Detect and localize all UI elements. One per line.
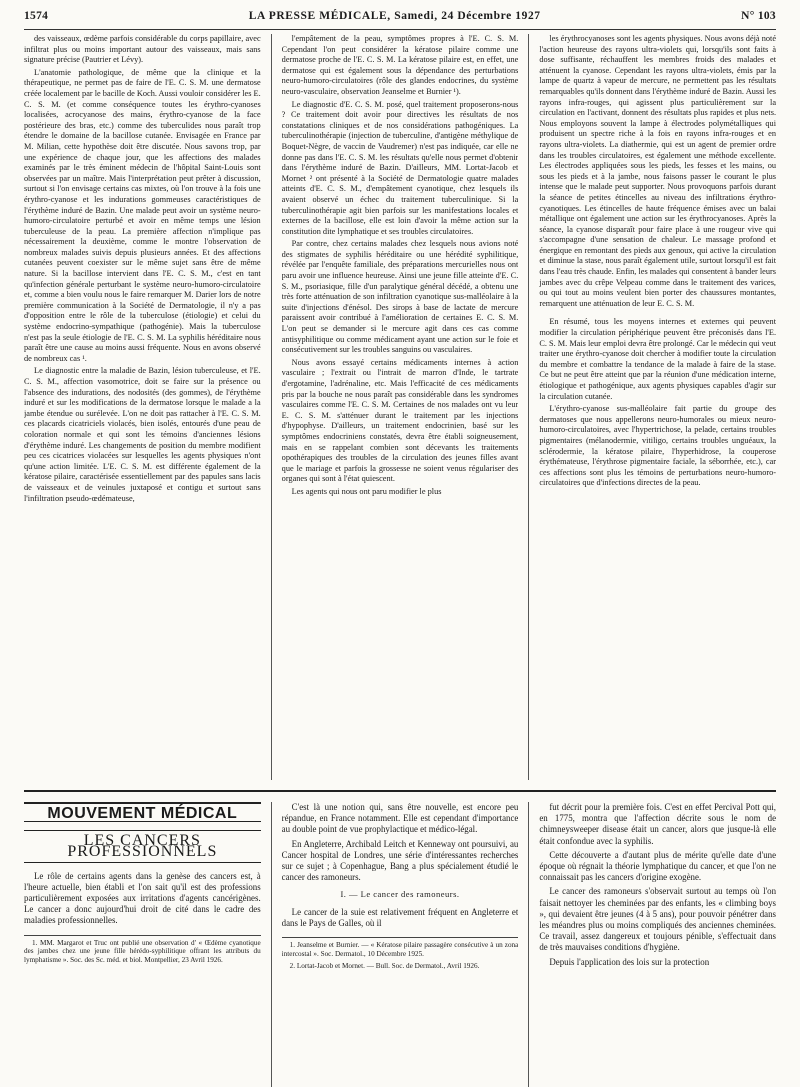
- column-rule: [528, 802, 529, 1087]
- paragraph: Nous avons essayé certains médicaments internes à action vasculaire ; l'extrait ou l'intrait de marron d'Inde, le tartrate d'ergotamine, l'adrénaline, etc. Mais l'efficacité de ces médicaments pris par la bouche ne nous paraît pas considérable dans les syndromes vasculaires comme l'E. C. S. M. Certaines de nos malades ont vu leur E. C. S. M. s'atténuer durant le traitement par les injections d'hypophyse. D'ailleurs, un traitement endocrinien, basé sur les symptômes endocriniens constatés, devra être établi soigneusement, mais en se rappelant combien sont décevants les traitements opothérapiques des troubles de la circulation des jeunes filles avant que le mariage et parfois la grossesse ne soient venus régulariser des organes qui sont à l'état quiescent.: [281, 357, 519, 484]
- footnote: 1. Jeanselme et Burnier. — « Kératose pilaire passagère consécutive à un zona intercostal ». Soc. Dermatol., 10 Décembre 1925.: [281, 941, 519, 958]
- paragraph: fut décrit pour la première fois. C'est en effet Percival Pott qui, en 1775, montra que l'affection décrite sous le nom de chimneysweeper disease était un cancer, alors que jusque-là elle était confondue avec la syphilis.: [539, 802, 777, 846]
- paragraph: Cette découverte a d'autant plus de mérite qu'elle date d'une époque où régnait la théorie lymphatique du cancer, et que l'on ne connaissait pas les cancers d'origine exogène.: [539, 849, 777, 883]
- page-number: 1574: [24, 10, 49, 22]
- paragraph: Le diagnostic d'E. C. S. M. posé, quel traitement proposerons-nous ? Ce traitement doit avoir pour directives les résultats de nos constatations cliniques et de nos considérations pathogéniques. La tuberculinothérapie (injection de tuberculine, d'antigène méthylique de Boquet-Nègre, de vaccin de Vaudremer) n'est pas indiquée, car elle ne donne pas dans l'E. C. S. M. les résultats qu'elle nous permet d'obtenir dans l'érythème induré de Bazin. D'ailleurs, MM. Lortat-Jacob et Mornet ² ont présenté à la Société de Dermatologie quatre malades atteints d'E. C. S. M., d'empâtement cyanotique, chez lesquels ils avaient observé un échec du traitement tuberculinique. Si la tuberculinothérapie agit bien parfois sur les manifestations locales et externes de la bacillose, elle est loin d'avoir la même action sur la constitution dite lymphatique et ses troubles circulatoires.: [281, 99, 519, 236]
- footnotes: [282, 937, 519, 970]
- column-3: [539, 802, 776, 1087]
- paragraph: En résumé, tous les moyens internes et externes qui peuvent modifier la circulation périphérique peuvent être préconisés dans l'E. C. S. M. Mais leur emploi devra être prolongé. Car le médecin qui veut traiter une érythro-cyanose doit chercher à modifier toute la circulation du membre et combattre la tendance de la malade à faire de la stase. Ce but ne peut être atteint que par la réunion d'une médication interne, étiologique et pathogénique, aux agents physiques capables d'agir sur la circulation cutanée.: [539, 317, 777, 401]
- column-1: [24, 34, 261, 780]
- section-heading: I. — Le cancer des ramoneurs.: [340, 889, 460, 900]
- paragraph: Les agents qui nous ont paru modifier le plus: [291, 486, 442, 496]
- paragraph: C'est là une notion qui, sans être nouvelle, est encore peu répandue, en France notamment. Elle est cependant d'importance au double point de vue prophylactique et médico-légal.: [281, 802, 519, 835]
- paragraph: Le cancer de la suie est relativement fréquent en Angleterre et dans le Pays de Galles, où il: [281, 906, 519, 928]
- column-rule: [528, 34, 529, 780]
- issue-number: N° 103: [741, 10, 776, 22]
- column-rule: [271, 802, 272, 1087]
- column-2: [282, 802, 519, 1087]
- paragraph: l'empâtement de la peau, symptômes propres à l'E. C. S. M. Cependant l'on peut considérer la kératose pilaire comme une dermatose proche de l'E. C. S. M. La kératose pilaire est, en effet, une dermatose qui est également sous la dépendance des perturbations neuro-humoro-circulatoires (rôle des glandes endocrines, du système neuro-vasculaire, observation Jeanselme et Burnier ¹).: [281, 34, 519, 96]
- paragraph: Par contre, chez certains malades chez lesquels nous avions noté des stigmates de syphilis héréditaire ou une hérédité syphilitique, révélée par l'enquête familiale, des préparations mercurielles nous ont paru avoir une influence heureuse. Ainsi une jeune fille atteinte d'E. C. S. M., psoriasique, fille d'un paralytique général décédé, a obtenu une très forte atténuation de son infiltration cyanotique sus-malléolaire à la suite d'injections d'énésol. Des sirops à base de lactate de mercure paraissent avoir contribué à l'amélioration de certaines E. C. S. M. L'on peut se demander si le mercure agit dans ces cas comme antisyphilitique ou comme médicament ayant une action sur le foie et consécutivement sur les troubles sanguins ou vasculaires.: [281, 239, 519, 355]
- column-1: [24, 802, 261, 1087]
- page-header: [24, 0, 776, 30]
- paragraph: Depuis l'application des lois sur la protection: [549, 956, 710, 967]
- paragraph: L'érythro-cyanose sus-malléolaire fait partie du groupe des dermatoses que nous appellerons neuro-humorales ou mieux neuro-humoro-circulatoires, avec l'hypertrichose, la pelade, certains troubles pigmentaires (mélanodermie, vitiligo, certains troubles unguéaux, la sclérodermie, la kératose pilaire, l'hyperhidrose, la couperose érythémateuse, l'érythrose pigmentaire faciale, la séborrhée, etc.), car ces affections sont plus les témoins de perturbations neuro-humoro-circulatoires que d'infections directes de la peau.: [539, 404, 777, 488]
- paragraph: Le rôle de certains agents dans la genèse des cancers est, à l'heure actuelle, bien établi et l'on sait qu'il est des professions particulièrement exposées aux irritations d'agents cancérigènes. Le cancer a donc aujourd'hui droit de cité dans le cadre des maladies professionnelles.: [24, 870, 261, 926]
- paragraph: Le diagnostic entre la maladie de Bazin, lésion tuberculeuse, et l'E. C. S. M., affection vasomotrice, doit se faire sur la présence ou l'absence des indurations, des nodosités (des gommes), de l'érythème induré et sur les modifications de la dermatose lorsque le malade a la jambe étendue ou surélevée. L'on ne doit pas rattacher à l'E. C. S. M. ces placards cicatriciels violacés, bien isolés, entourés d'une peau de coloration normale et qui sont les témoins d'anciennes lésions d'érythème induré. Les changements de position du membre modifient peu ces cicatrices violacées sur lesquelles les agents physiques n'ont qu'une action limitée. L'E. C. S. M. est différente également de la kératose pilaire, caractérisée essentiellement par des papules sans lacis de vaisseaux et de veinules juxtaposé et contigu et surtout sans l'infiltration pseudo-œdémateuse,: [24, 366, 261, 503]
- column-rule: [271, 34, 272, 780]
- paragraph: des vaisseaux, œdème parfois considérable du corps papillaire, avec infiltrat plus ou moins important autour des vaisseaux, mais sans signature précise (Pautrier et Lévy).: [24, 34, 261, 65]
- publication-title: LA PRESSE MÉDICALE, Samedi, 24 Décembre 1927: [248, 10, 541, 22]
- paragraph: les érythrocyanoses sont les agents physiques. Nous avons déjà noté l'action heureuse des rayons ultra-violets qui, lorsqu'ils sont faits à dose suffisante, réchauffent les membres froids des malades et atténuent la cyanose. Cependant les rayons ultra-violets, émis par la lampe de quartz à vapeur de mercure, ne permettent pas les résultats remarquables qu'ils donnent dans l'érythème induré de Bazin. Aussi les rayons infra-rouges, qui agissent plus particulièrement sur la circulation en l'activant, donnent des résultats plus rapides et plus nets. Nous employons souvent la lampe à électrodes polymétalliques qui produisent un spectre riche à la fois en rayons infra-rouges et en rayons ultra-violets. La diathermie, qui est un agent de premier ordre dans les troubles circulatoires, est également une méthode excellente. Les électrodes appliquées sous les pieds, les fesses et les mains, ou sous les pieds et à la jambe, nous faisons passer le courant le plus intense que le malade peut supporter. Nous provoquons parfois durant la séance de petites étincelles au niveau des infiltrations érythro-cyanotiques. Les étincelles de haute fréquence émises avec un balai métallique ont également une action sur les érythrocyanoses. Après la séance, la cyanose disparaît pour faire place à une rougeur vive qui s'accompagne d'une sensation de chaleur. Le massage profond et énergique en remontant des pieds aux genoux, qui active la circulation et diminue la stase, nous paraît également utile, surtout lorsqu'il est fait dans l'eau très chaude. Enfin, les malades qui consentent à bander leurs jambes avec du crêpe Velpeau comme dans le traitement des varices, ou qui tout au moins veulent bien porter des chaussures montantes, remarquent une atténuation de leur E. C. S. M.: [539, 34, 777, 308]
- section-kicker: MOUVEMENT MÉDICAL: [24, 802, 261, 822]
- column-3: [539, 34, 776, 780]
- section-separator: [24, 790, 776, 794]
- footnote: 1. MM. Margarot et Truc ont publié une observation d' « Œdème cyanotique des jambes chez une jeune fille hérédo-syphilitique offrant les attributs du lymphatisme ». Soc. des Sc. méd. et biol. Montpellier, 23 Avril 1926.: [24, 938, 261, 965]
- paragraph: Le cancer des ramoneurs s'observait surtout au temps où l'on faisait nettoyer les cheminées par des enfants, les « climbing boys », qui devaient être jeunes (4 à 5 ans), pour pouvoir pénétrer dans les méandres plus ou moins compliqués des anciennes cheminées. Ce travail, assez dangereux et toujours pénible, s'effectuait dans de très mauvaises conditions d'hygiène.: [539, 886, 777, 953]
- paragraph: En Angleterre, Archibald Leitch et Kenneway ont poursuivi, au Cancer hospital de Londres, une série d'intéressantes recherches sur ce sujet ; à Copenhague, Bang a plus spécialement étudié le cancer des ramoneurs.: [281, 838, 519, 883]
- article-top: [24, 34, 776, 780]
- footnotes: [24, 935, 261, 965]
- article-bottom: [24, 802, 776, 1087]
- article-title: LES CANCERS PROFESSIONNELS: [24, 830, 261, 862]
- column-2: [282, 34, 519, 780]
- paragraph: L'anatomie pathologique, de même que la clinique et la thérapeutique, ne permet pas de faire de l'E. C. S. M. une dermatose créée localement par le bacille de Koch. Aussi vouloir considérer les E. C. S. M. (et comme conséquence toutes les érythro-cyanoses localisées, acrocyanose des mains, érythro-cyanose de la face postérieure des bras, etc.) comme des tuberculides nous paraît trop étendre le domaine de la bacillose cutanée. Envisagée en France par M. Milian, cette hypothèse doit être discutée. Nous savons trop, par une expérience de chaque jour, que les affections des malades examinés par le très éminent médecin de l'hôpital Saint-Louis sont observées par un maître. Mais l'interprétation peut prêter à discussion, surtout si l'on envisage certains cas mixtes, où l'on trouve à la fois une érythro-cyanose et les indurations gommeuses caractéristiques de l'érythème induré de Bazin. Une malade peut avoir un système neuro-humoro-circulatoire perturbé et avoir en même temps une lésion tuberculeuse de la peau. La première affection n'implique pas nécessairement la deuxième, comme le montre l'observation de nombreux malades suivis depuis plusieurs années. Et des affections cutanées peuvent coexister sur le même sujet sans être de même nature. Si la bacillose intervient dans l'E. C. S. M., c'est en tant qu'infection générale perturbant le système neuro-humoro-circulatoire et, comme a bien voulu nous le faire remarquer M. Darier lors de notre première communication à la Société de Dermatologie, il n'y a pas d'opposition entre le rôle de la tuberculose (étiologie) et celui du système endocrino-sympathique (pathogénie). Mais la tuberculose n'est pas la seule étiologie de l'E. C. S. M. La syphilis héréditaire nous paraît être une cause au moins aussi fréquente. Nous en avons observé de nombreux cas ¹.: [24, 67, 261, 363]
- footnote: 2. Lortat-Jacob et Mornet. — Bull. Soc. de Dermatol., Avril 1926.: [289, 961, 480, 970]
